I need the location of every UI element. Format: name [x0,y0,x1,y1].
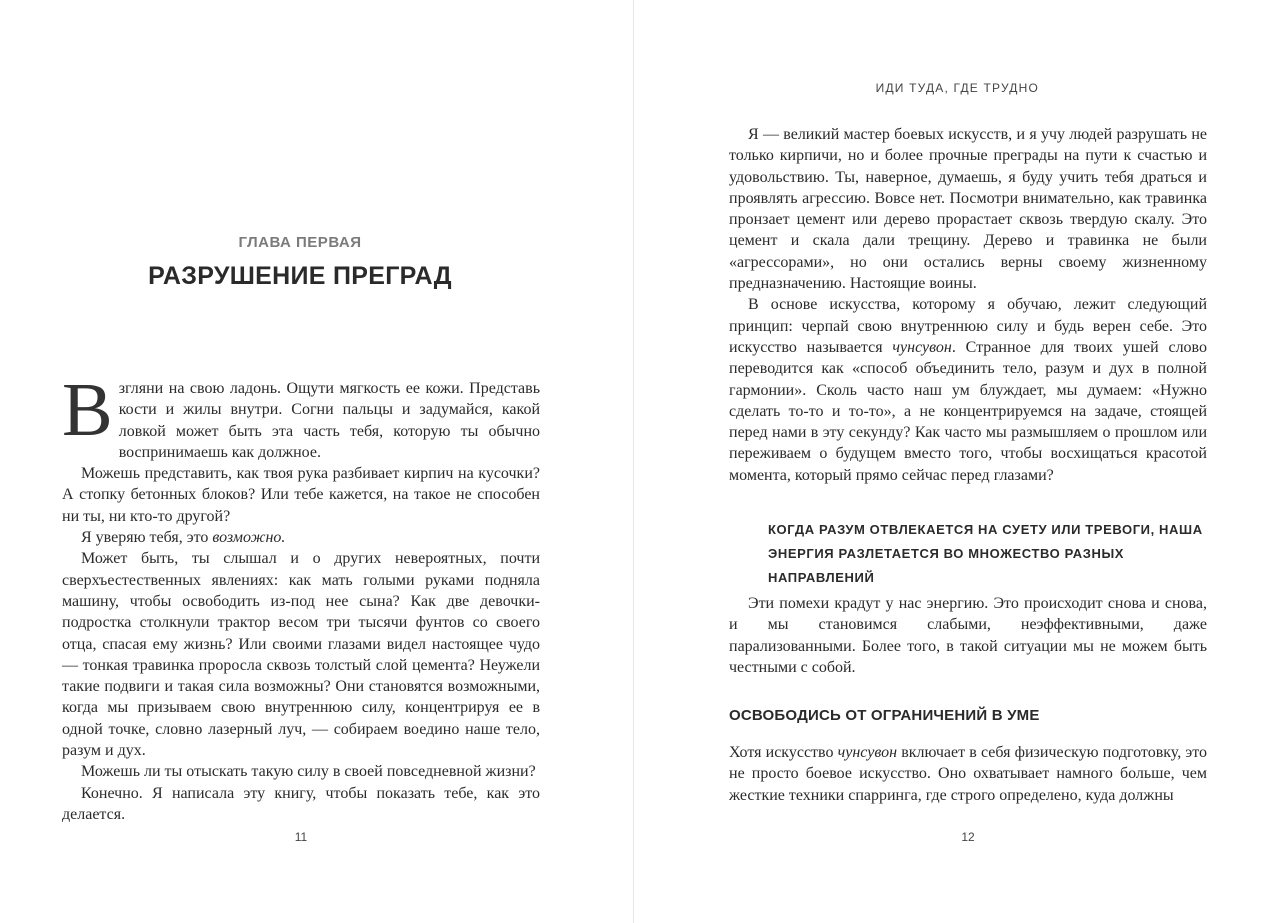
text-block [729,742,1207,806]
paragraph: Эти помехи крадут у нас энергию. Это происходит снова и снова, и мы становимся слабыми, неэффективными, даже парализованными. Более того, в такой ситуации мы не можем быть честными с собой. [729,595,1207,676]
paragraph: Я — великий мастер боевых искусств, и я учу людей разрушать не только кирпичи, но и более прочные преграды на пути к счастью и удовольствию. Ты, наверное, думаешь, я буду учить тебя драться и проявлять агрессию. Вовсе нет. Посмотри внимательно, как травинка пронзает цемент или дерево прорастает сквозь твердую скалу. Это цемент и скала дали трещину. Дерево и травинка не были «агрессорами», но они остались верны своему жизненному предназначению. Настоящие воины. [729,126,1207,293]
page-number: 12 [961,830,975,844]
chapter-label: ГЛАВА ПЕРВАЯ [238,234,362,251]
paragraph: В основе искусства, которому я обучаю, лежит следующий принцип: черпай свою внутреннюю силу и будь верен себе. Это искусство называется чунсувон. Странное для твоих ушей слово переводится как «способ объединить тело, разум и дух в полной гармонии». Сколь часто наш ум блуждает, мы думаем: «Нужно сделать то-то и то-то», а не концентрируемся на задаче, стоящей перед нами в эту секунду? Как часто мы размышляем о прошлом или переживаем о будущем вместо того, чтобы восхищаться красотой момента, который прямо сейчас перед глазами? [729,296,1208,484]
paragraph: Конечно. Я написала эту книгу, чтобы показать тебе, как это делается. [62,784,540,823]
running-head: ИДИ ТУДА, ГДЕ ТРУДНО [875,81,1039,95]
italic-term: чунсувон [837,744,898,761]
paragraph: Можешь представить, как твоя рука разбивает кирпич на кусочки? А стопку бетонных блоков? Или тебе кажется, на такое не способен ни ты, ни кто-то другой? [62,465,540,525]
drop-cap: В [62,368,113,452]
paragraph: Может быть, ты слышал и о других невероятных, почти сверхъестественных явлениях: как мать голыми руками подняла машину, чтобы освободить из-под нее сына? Как две девочки-подростка столкнули трактор весом три тысячи фунтов со своего отца, спасая ему жизнь? Или своими глазами видел настоящее чудо — тонкая травинка проросла сквозь толстый слой цемента? Неужели такие подвиги и такая сила возможны? Они становятся возможными, когда мы призываем свою внутреннюю силу, концентрируя ее в одной точке, словно лазерный луч, — собираем воедино наше тело, разум и дух. [62,550,540,760]
paragraph: Я уверяю тебя, это возможно. [81,529,286,547]
section-heading: ОСВОБОДИСЬ ОТ ОГРАНИЧЕНИЙ В УМЕ [729,707,1040,724]
paragraph: Хотя искусство чунсувон включает в себя физическую подготовку, это не просто боевое искусство. Оно охватывает намного больше, чем жесткие техники спарринга, где строго определено, куда должны [729,744,1207,804]
chapter-title: РАЗРУШЕНИЕ ПРЕГРАД [148,262,452,290]
italic-term: чунсувон [892,338,952,356]
pull-quote: КОГДА РАЗУМ ОТВЛЕКАЕТСЯ НА СУЕТУ ИЛИ ТРЕВОГИ, НАША ЭНЕРГИЯ РАЗЛЕТАЕТСЯ ВО МНОЖЕСТВО РАЗНЫХ НАПРАВЛЕНИЙ [768,522,1203,585]
text-block [729,593,1207,678]
page-number: 11 [294,830,308,844]
chapter-body [62,368,540,825]
right-page [634,0,1266,923]
paragraph: Можешь ли ты отыскать такую силу в своей повседневной жизни? [81,763,536,781]
opening-paragraph: Взгляни на свою ладонь. Ощути мягкость ее кожи. Представь кости и жилы внутри. Согни пальцы и задумайся, какой ловкой может быть эта часть тебя, которую ты обычно воспринимаешь как должное. [62,368,540,461]
italic-emphasis: возможно. [212,529,286,547]
text-block [729,124,1207,486]
